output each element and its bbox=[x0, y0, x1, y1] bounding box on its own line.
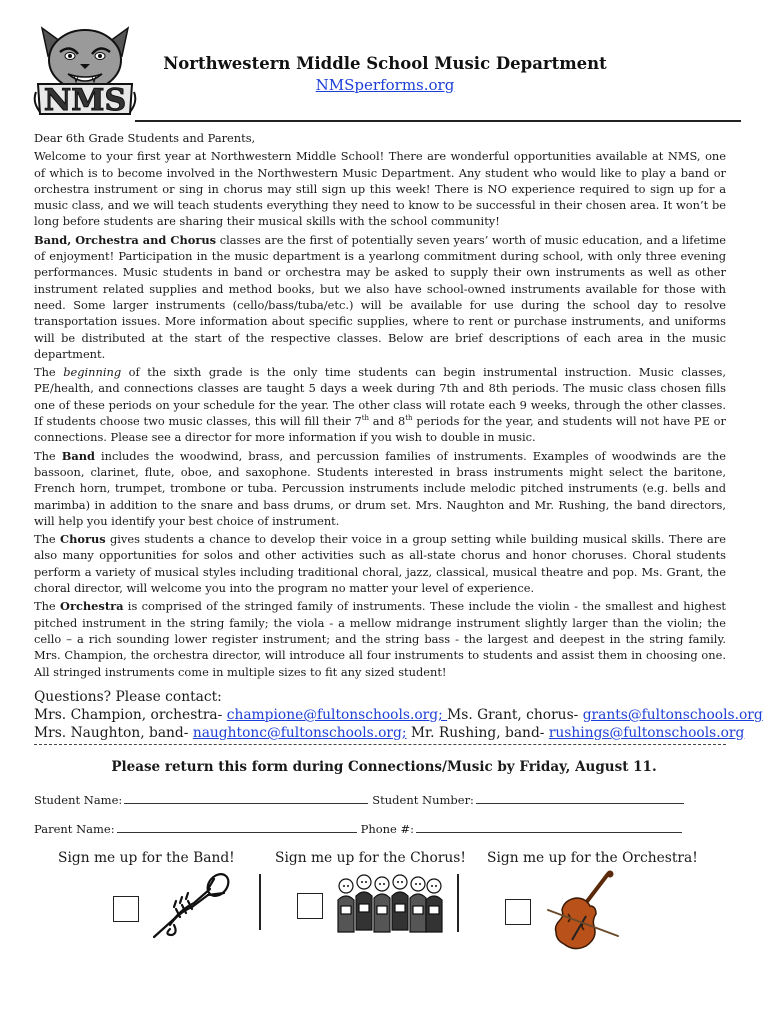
chorus-text-b: gives students a chance to develop their voice in a group setting while building musical skills. There are also many opportunities for solos and other activities such as all-state chorus and honor choruses. Choral students perform a variety of musical styles including traditional choral, jazz, classical, musical theatre and pop. Ms. Grant, the choral director, will welcome you into the program no matter your level of experience. bbox=[34, 532, 726, 596]
phone-field[interactable] bbox=[416, 820, 682, 833]
contact-rushing-email[interactable]: rushings@fultonschools.org bbox=[548, 725, 745, 741]
contact-grant-label: Ms. Grant, chorus- bbox=[447, 707, 583, 723]
wildcat-nms-logo-icon bbox=[30, 22, 140, 122]
page-title: Northwestern Middle School Music Department bbox=[163, 54, 607, 73]
beginning-text-d: periods for the year, and students will not have PE or connections. Please see a director for more information if you wish to double in music. bbox=[34, 414, 726, 445]
beginning-sup-1: th bbox=[361, 414, 370, 423]
header-divider bbox=[135, 120, 741, 122]
contact-grant-email[interactable]: grants@fultonschools.org bbox=[582, 707, 763, 723]
website-link[interactable]: NMSperforms.org bbox=[315, 76, 455, 94]
beginning-italic: beginning bbox=[63, 365, 122, 380]
contact-rushing-label: Mr. Rushing, band- bbox=[406, 725, 549, 741]
letter-body bbox=[34, 130, 726, 682]
chorus-text-a: The bbox=[34, 532, 60, 547]
contact-naughton-email[interactable]: naughtonc@fultonschools.org; bbox=[192, 725, 407, 741]
contacts-heading: Questions? Please contact: bbox=[34, 689, 222, 705]
choir-icon bbox=[332, 872, 444, 938]
form-row-parent bbox=[34, 820, 686, 836]
cut-line bbox=[34, 744, 726, 745]
greeting: Dear 6th Grade Students and Parents, bbox=[34, 131, 256, 145]
student-number-field[interactable] bbox=[476, 791, 684, 804]
student-number-label: Student Number: bbox=[372, 793, 474, 807]
violin-icon bbox=[546, 870, 620, 952]
paragraph-band bbox=[34, 448, 726, 529]
orchestra-bold: Orchestra bbox=[60, 599, 124, 614]
signup-chorus-label: Sign me up for the Chorus! bbox=[275, 850, 466, 866]
student-name-label: Student Name: bbox=[34, 793, 123, 807]
overview-lead: Band, Orchestra and Chorus bbox=[34, 232, 217, 247]
contacts-row-1 bbox=[34, 706, 763, 724]
beginning-text-a: The bbox=[34, 365, 64, 380]
contacts-row-2 bbox=[34, 724, 745, 742]
beginning-sup-2: th bbox=[405, 414, 413, 423]
signup-divider-1 bbox=[259, 874, 261, 930]
orchestra-checkbox[interactable] bbox=[505, 899, 531, 925]
overview-text: classes are the first of potentially seven years’ worth of music education, and a lifetime of enjoyment! Participation in the music department is a yearlong commitment during school, with only three evening performances. Music students in band or orchestra may be asked to supply their own instruments as well as other instrument related supplies and method books, but we also have school-owned instruments available for those with need. Some larger instruments (cello/bass/tuba/etc.) will be available for use during the school day to resolve transportation issues. More information about specific supplies, where to rent or purchase instruments, and uniforms will be distributed at the start of the respective classes. Below are brief descriptions of each area in the music department. bbox=[34, 232, 727, 361]
band-text-b: includes the woodwind, brass, and percussion families of instruments. Examples of woodwinds are the bassoon, clarinet, flute, oboe, and saxophone. Students interested in brass instruments might select the baritone, French horn, trumpet, trombone or tuba. Percussion instruments include melodic pitched instruments (e.g. bells and marimba) in addition to the snare and bass drums, or drum set. Mrs. Naughton and Mr. Rushing, the band directors, will help you identify your best choice of instrument. bbox=[34, 448, 726, 528]
contact-champion-label: Mrs. Champion, orchestra- bbox=[34, 707, 227, 723]
phone-label: Phone #: bbox=[360, 822, 415, 836]
band-checkbox[interactable] bbox=[113, 896, 139, 922]
paragraph-overview bbox=[34, 232, 726, 362]
paragraph-beginning bbox=[34, 364, 726, 445]
contact-champion-email[interactable]: champione@fultonschools.org; bbox=[226, 707, 448, 723]
signup-orchestra-label: Sign me up for the Orchestra! bbox=[487, 850, 698, 866]
orchestra-text-a: The bbox=[34, 599, 61, 614]
contact-naughton-label: Mrs. Naughton, band- bbox=[34, 725, 193, 741]
signup-band-label: Sign me up for the Band! bbox=[58, 850, 235, 866]
orchestra-text-b: is comprised of the stringed family of instruments. These include the violin - the smallest and highest pitched instrument in the string family; the viola - a mellow midrange instrument slightly larger than the violin; the cello – a rich sounding lower register instrument; and the string bass - the largest and deepest in the string family. Mrs. Champion, the orchestra director, will introduce all four instruments to students and assist them in choosing one. All stringed instruments come in multiple sizes to fit any sized student! bbox=[34, 599, 726, 679]
paragraph-chorus bbox=[34, 531, 726, 596]
band-text-a: The bbox=[34, 448, 62, 463]
form-title: Please return this form during Connections/Music by Friday, August 11. bbox=[111, 759, 657, 775]
parent-name-label: Parent Name: bbox=[34, 822, 115, 836]
student-name-field[interactable] bbox=[124, 791, 368, 804]
parent-name-field[interactable] bbox=[117, 820, 357, 833]
band-bold: Band bbox=[61, 448, 95, 463]
svg-text:NMS: NMS bbox=[43, 83, 127, 118]
beginning-text-c: and 8 bbox=[369, 414, 406, 429]
paragraph-orchestra bbox=[34, 598, 726, 679]
signup-divider-2 bbox=[457, 874, 459, 932]
chorus-bold: Chorus bbox=[60, 532, 106, 547]
contacts-section bbox=[34, 688, 763, 742]
chorus-checkbox[interactable] bbox=[297, 893, 323, 919]
paragraph-welcome: Welcome to your first year at Northwestern Middle School! There are wonderful opportunities available at NMS, one of which is to become involved in the Northwestern Music Department. Any student who would like to play a band or orchestra instrument or sing in chorus may still sign up this week! There is NO experience required to sign up for a music class, and we will teach students everything they need to know to be successful in their chosen area. It won’t be long before students are sharing their musical skills with the school community! bbox=[34, 149, 726, 229]
trumpet-icon bbox=[148, 873, 232, 943]
form-row-student bbox=[34, 791, 688, 807]
beginning-text-b: of the sixth grade is the only time students can begin instrumental instruction. Music classes, PE/health, and connections classes are taught 5 days a week during 7th and 8th periods. The music class chosen fills one of these periods on your schedule for the year. The other class will rotate each 9 weeks, through the other classes. If students choose two music classes, this will fill their 7 bbox=[34, 365, 727, 429]
